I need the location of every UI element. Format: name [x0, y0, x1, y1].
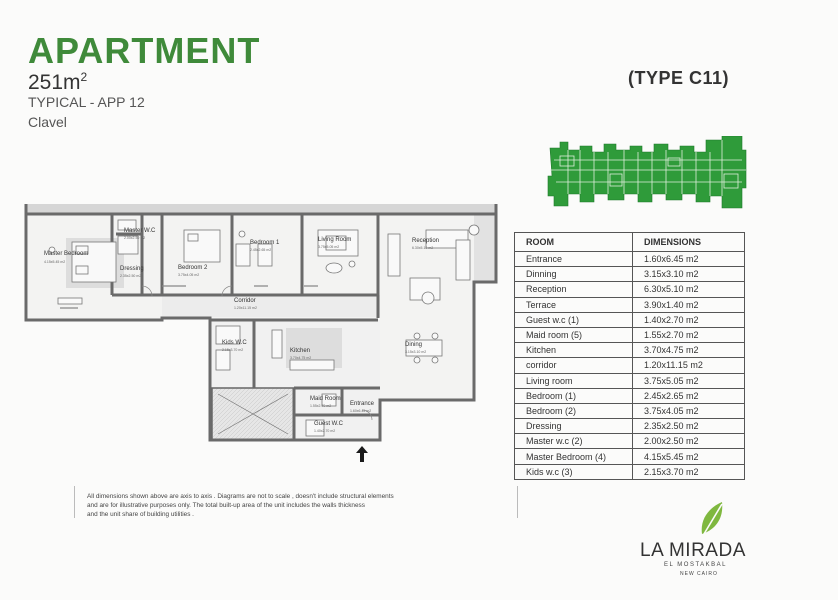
- room-name-cell: Terrace: [515, 297, 633, 312]
- plan-label-guest-wc: Guest W.C: [314, 421, 344, 427]
- table-header-row: [515, 233, 745, 252]
- logo-name: LA MIRADA: [640, 540, 746, 561]
- room-dimension-cell: 2.00x2.50 m2: [633, 434, 745, 449]
- room-dimension-cell: 1.60x6.45 m2: [633, 252, 745, 267]
- room-name-cell: Dinning: [515, 267, 633, 282]
- entrance-arrow-icon: [355, 446, 369, 462]
- plan-label-bedroom-1: Bedroom 1: [250, 240, 280, 246]
- plan-dim-master-bedroom: 4.15x5.45 m2: [44, 260, 66, 264]
- room-dimension-cell: 2.15x3.70 m2: [633, 464, 745, 479]
- area-value: 251m: [28, 71, 81, 94]
- area-superscript: 2: [80, 70, 88, 84]
- room-dimension-cell: 3.75x4.05 m2: [633, 403, 745, 418]
- table-row: [515, 343, 745, 358]
- room-name-cell: Bedroom (2): [515, 403, 633, 418]
- plan-dim-entrance: 1.60x6.45 m2: [350, 409, 372, 413]
- note-line-2: and are for illustrative purposes only. The total built-up area of the unit includes the walls thickness: [87, 502, 365, 509]
- page-title: APARTMENT: [28, 30, 261, 71]
- room-dimension-cell: 3.90x1.40 m2: [633, 297, 745, 312]
- room-dimension-cell: 1.55x2.70 m2: [633, 327, 745, 342]
- table-row: [515, 327, 745, 342]
- room-dimension-cell: 1.40x2.70 m2: [633, 312, 745, 327]
- plan-label-entrance: Entrance: [350, 401, 375, 407]
- leaf-logo-icon: [696, 500, 730, 540]
- header-dimensions: DIMENSIONS: [633, 233, 745, 252]
- plan-label-bedroom-2: Bedroom 2: [178, 265, 208, 271]
- plan-dim-kitchen: 3.70x4.75 m2: [290, 356, 312, 360]
- room-name-cell: Maid room (5): [515, 327, 633, 342]
- room-name-cell: Guest w.c (1): [515, 312, 633, 327]
- unit-subtitle: TYPICAL - APP 12: [28, 94, 145, 110]
- plan-dim-living-room: 3.75x5.05 m2: [318, 245, 340, 249]
- plan-dim-reception: 6.30x5.10 m2: [412, 246, 434, 250]
- room-name-cell: Bedroom (1): [515, 388, 633, 403]
- plan-dim-guest-wc: 1.40x2.70 m2: [314, 429, 336, 433]
- table-row: [515, 297, 745, 312]
- table-row: [515, 373, 745, 388]
- note-line-1: All dimensions shown above are axis to axis . Diagrams are not to scale , doesn't include structural elements: [87, 493, 394, 500]
- plan-label-master-wc: Master W.C: [124, 228, 156, 234]
- plan-label-master-bedroom: Master Bedroom: [44, 251, 89, 257]
- room-name-cell: Reception: [515, 282, 633, 297]
- header-room: ROOM: [515, 233, 633, 252]
- room-dimension-cell: 3.75x5.05 m2: [633, 373, 745, 388]
- plan-label-corridor: Corridor: [234, 298, 256, 304]
- table-row: [515, 267, 745, 282]
- room-dimension-cell: 6.30x5.10 m2: [633, 282, 745, 297]
- plan-dim-dining: 3.15x3.10 m2: [405, 350, 427, 354]
- plan-label-maid-room: Maid Room: [310, 396, 341, 402]
- unit-type-label: (TYPE C11): [628, 68, 730, 88]
- room-dimension-cell: 3.70x4.75 m2: [633, 343, 745, 358]
- plan-dim-corridor: 1.20x11.15 m2: [234, 306, 257, 310]
- table-row: [515, 358, 745, 373]
- plan-dim-maid-room: 1.55x2.70 m2: [310, 404, 332, 408]
- room-name-cell: Kids w.c (3): [515, 464, 633, 479]
- room-dimension-cell: 2.35x2.50 m2: [633, 419, 745, 434]
- disclaimer-note: [74, 486, 518, 518]
- room-name-cell: Living room: [515, 373, 633, 388]
- unit-area: [28, 70, 87, 95]
- table-row: [515, 388, 745, 403]
- plan-label-reception: Reception: [412, 238, 440, 244]
- table-row: [515, 419, 745, 434]
- room-dimension-cell: 2.45x2.65 m2: [633, 388, 745, 403]
- plan-dim-bedroom-1: 2.45x2.65 m2: [250, 248, 272, 252]
- table-row: [515, 464, 745, 479]
- table-row: [515, 434, 745, 449]
- room-name-cell: Master w.c (2): [515, 434, 633, 449]
- table-row: [515, 252, 745, 267]
- room-name-cell: Entrance: [515, 252, 633, 267]
- plan-dim-master-wc: 2.00x2.50 m2: [124, 236, 146, 240]
- table-row: [515, 449, 745, 464]
- plan-label-kitchen: Kitchen: [290, 348, 311, 354]
- building-name: Clavel: [28, 114, 67, 130]
- logo-tagline: EL MOSTAKBAL: [664, 562, 728, 568]
- note-line-3: and the unit share of building utilities .: [87, 511, 194, 518]
- room-name-cell: corridor: [515, 358, 633, 373]
- plan-label-dressing: Dressing: [120, 266, 144, 272]
- room-name-cell: Dressing: [515, 419, 633, 434]
- plan-label-dining: Dining: [405, 342, 423, 348]
- plan-dim-dressing: 2.35x2.50 m2: [120, 274, 142, 278]
- room-dimension-cell: 4.15x5.45 m2: [633, 449, 745, 464]
- room-dimension-cell: 1.20x11.15 m2: [633, 358, 745, 373]
- room-name-cell: Master Bedroom (4): [515, 449, 633, 464]
- logo-tagline-2: NEW CAIRO: [680, 571, 718, 577]
- table-row: [515, 403, 745, 418]
- plan-label-kids-wc: Kids W.C: [222, 340, 247, 346]
- room-name-cell: Kitchen: [515, 343, 633, 358]
- plan-dim-kids-wc: 2.15x3.70 m2: [222, 348, 244, 352]
- key-plan: [546, 136, 750, 214]
- plan-label-living-room: Living Room: [318, 237, 352, 243]
- room-dimension-cell: 3.15x3.10 m2: [633, 267, 745, 282]
- table-row: [515, 312, 745, 327]
- plan-dim-bedroom-2: 3.75x4.05 m2: [178, 273, 200, 277]
- dimensions-table: [514, 232, 745, 480]
- table-row: [515, 282, 745, 297]
